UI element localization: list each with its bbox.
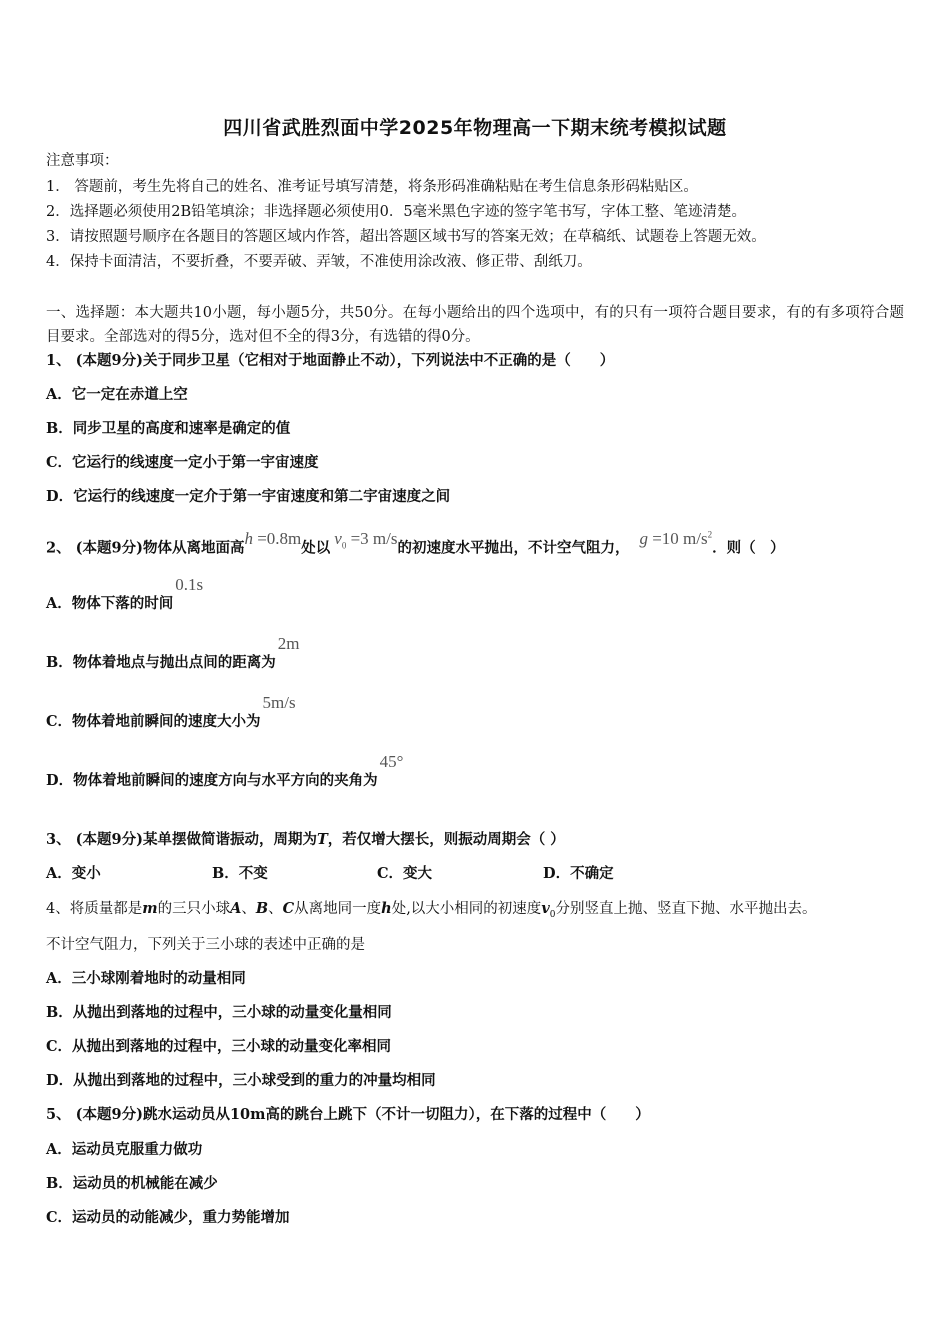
q2-option-a-value: 0.1s [175, 575, 204, 594]
q3-option-c: C．变大 [377, 865, 433, 882]
q5-option-a: A．运动员克服重力做功 [46, 1141, 203, 1158]
q2-option-b: B．物体着地点与抛出点间的距离为2m [46, 634, 300, 671]
notice-item-4: 4．保持卡面清洁，不要折叠，不要弄破、弄皱，不准使用涂改液、修正带、刮纸刀。 [46, 254, 592, 270]
q1-option-d: D．它运行的线速度一定介于第一宇宙速度和第二宇宙速度之间 [46, 488, 451, 505]
q2-stem-c: 的初速度水平抛出，不计空气阻力， [397, 539, 630, 557]
q2-stem [46, 528, 785, 564]
q2-option-b-value: 2m [277, 634, 300, 653]
q2-option-d-value: 45° [379, 752, 404, 771]
q4-stem-line2: 不计空气阻力，下列关于三小球的表述中正确的是 [46, 937, 365, 953]
q2-option-a: A．物体下落的时间0.1s [46, 575, 204, 612]
notice-heading: 注意事项： [46, 153, 119, 169]
page-title: 四川省武胜烈面中学2025年物理高一下期末统考模拟试题 [223, 117, 727, 139]
q4-option-c: C．从抛出到落地的过程中，三小球的动量变化率相同 [46, 1038, 392, 1055]
notice-item-2: 2．选择题必须使用2B铅笔填涂；非选择题必须使用0．5毫米黑色字迹的签字笔书写，字体工整、笔迹清楚。 [46, 204, 747, 220]
q4-option-b: B．从抛出到落地的过程中，三小球的动量变化量相同 [46, 1004, 392, 1021]
q1-option-c: C．它运行的线速度一定小于第一宇宙速度 [46, 454, 319, 471]
q1-option-b: B．同步卫星的高度和速率是确定的值 [46, 420, 291, 437]
q5-stem: 5、 (本题9分)跳水运动员从10m高的跳台上跳下（不计一切阻力），在下落的过程中（ ） [46, 1106, 650, 1123]
q2-stem-d: ．则（ ） [712, 539, 785, 557]
q2-option-c-value: 5m/s [262, 693, 296, 712]
section-intro: 一、选择题：本大题共10小题，每小题5分，共50分。在每小题给出的四个选项中，有的只有一项符合题目要求，有的有多项符合题目要求。全部选对的得5分，选对但不全的得3分，有选错的得0分。 [46, 305, 904, 345]
notice-item-1: 1． 答题前，考生先将自己的姓名、准考证号填写清楚，将条形码准确粘贴在考生信息条形码粘贴区。 [46, 179, 698, 195]
q2-option-d: D．物体着地前瞬间的速度方向与水平方向的夹角为45° [46, 752, 404, 789]
q2-gravity: g =10 $m/s^2$ [639, 528, 713, 548]
q3-stem: 3、 (本题9分)某单摆做简谐振动，周期为T，若仅增大摆长，则振动周期会（ ） [46, 831, 565, 848]
q2-velocity: $v_0 =3$ m/s [334, 528, 398, 551]
q4-option-d: D．从抛出到落地的过程中，三小球受到的重力的冲量均相同 [46, 1072, 436, 1089]
q2-stem-b: 处以 [301, 539, 331, 557]
q1-option-a: A．它一定在赤道上空 [46, 386, 188, 403]
q4-option-a: A．三小球刚着地时的动量相同 [46, 970, 246, 987]
notice-item-3: 3．请按照题号顺序在各题目的答题区域内作答，超出答题区域书写的答案无效；在草稿纸、试题卷上答题无效。 [46, 229, 766, 245]
q2-stem-a: 2、 (本题9分)物体从离地面高 [46, 539, 245, 557]
q5-option-c: C．运动员的动能减少，重力势能增加 [46, 1209, 290, 1226]
q5-option-b: B．运动员的机械能在减少 [46, 1175, 218, 1192]
q3-option-b: B．不变 [212, 865, 268, 882]
q2-height: h =0.8m [244, 528, 302, 548]
q3-option-a: A．变小 [46, 865, 101, 882]
q3-period-symbol: T [316, 831, 328, 848]
q4-stem-line1: 4、将质量都是m的三只小球A、B、C从离地同一度h处,以大小相同的初速度$v_0$分别竖直上抛、竖直下抛、水平抛出去。 [46, 900, 817, 920]
q3-option-d: D．不确定 [543, 865, 614, 882]
q1-stem: 1、 (本题9分)关于同步卫星（它相对于地面静止不动），下列说法中不正确的是（ ） [46, 352, 615, 369]
q2-option-c: C．物体着地前瞬间的速度大小为5m/s [46, 693, 296, 730]
